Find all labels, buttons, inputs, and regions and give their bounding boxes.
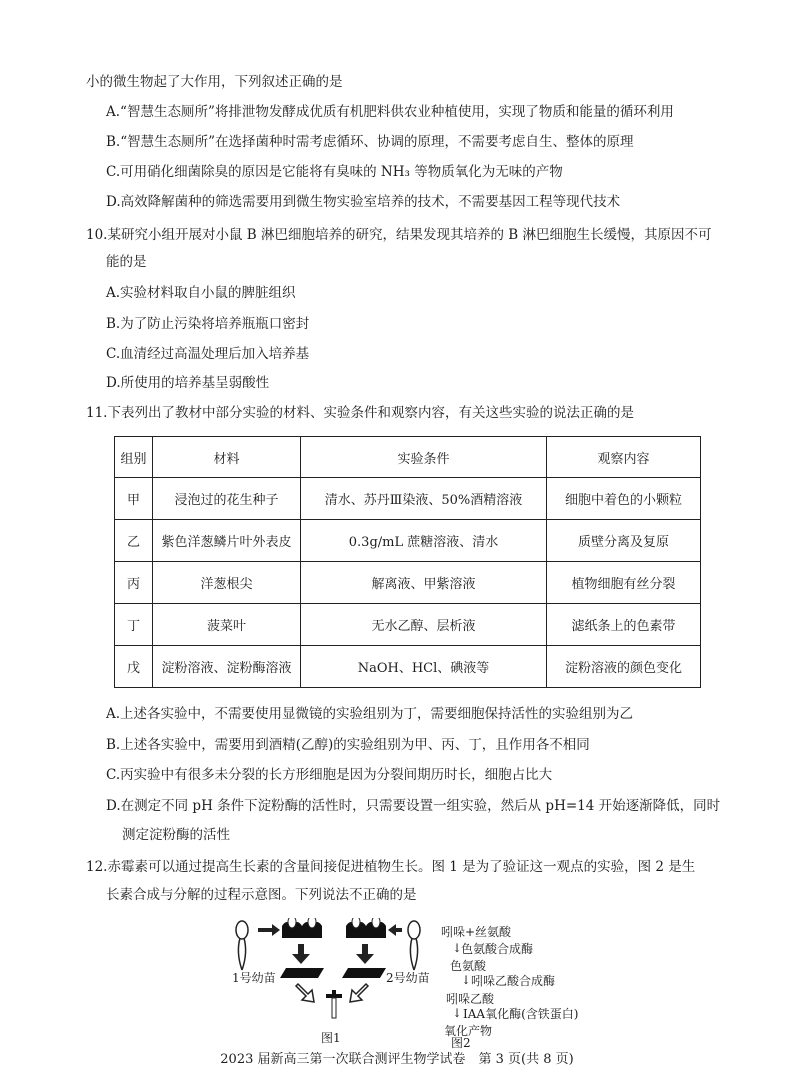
figure1-seedling2-label: 2号幼苗 — [386, 971, 430, 985]
q9-option-a: A.“智慧生态厕所”将排泄物发酵成优质有机肥料供农业种植使用，实现了物质和能量的循环利用 — [106, 104, 674, 120]
page-footer: 2023 届新高三第一次联合测评生物学试卷 第 3 页(共 8 页) — [220, 1052, 574, 1067]
table-cell: 无水乙醇、层析液 — [301, 604, 547, 646]
q10-option-a: A.实验材料取自小鼠的脾脏组织 — [106, 285, 296, 301]
q11-option-c: C.丙实验中有很多未分裂的长方形细胞是因为分裂间期历时长，细胞占比大 — [106, 767, 553, 783]
q9-option-c: C.可用硝化细菌除臭的原因是它能将有臭味的 NH₃ 等物质氧化为无味的产物 — [106, 164, 563, 180]
figure2-caption: 图2 — [451, 1036, 471, 1050]
q9-option-b: B.“智慧生态厕所”在选择菌种时需考虑循环、协调的原理，不需要考虑自生、整体的原理 — [106, 134, 634, 150]
q12-stem-line2: 长素合成与分解的过程示意图。下列说法不正确的是 — [106, 887, 417, 903]
pathway-enzyme: IAA氧化酶(含铁蛋白) — [463, 1007, 579, 1021]
table-cell: 甲 — [115, 478, 153, 520]
arrow-diagonal-icon — [296, 984, 314, 1002]
q10-stem-line2: 能的是 — [106, 254, 147, 270]
agar-block-icon — [346, 918, 386, 938]
table-cell: 0.3g/mL 蔗糖溶液、清水 — [301, 520, 547, 562]
table-cell: 淀粉溶液的颜色变化 — [547, 646, 701, 688]
table-cell: 滤纸条上的色素带 — [547, 604, 701, 646]
q12-stem-line1: 12.赤霉素可以通过提高生长素的含量间接促进植物生长。图 1 是为了验证这一观点的实验，图 2 是生 — [86, 859, 696, 875]
q10-stem-line1: 10.某研究小组开展对小鼠 B 淋巴细胞培养的研究，结果发现其培养的 B 淋巴细胞生长缓慢，其原因不可 — [86, 227, 712, 243]
table-cell: 乙 — [115, 520, 153, 562]
table-cell: 紫色洋葱鳞片叶外表皮 — [153, 520, 301, 562]
table-cell: 菠菜叶 — [153, 604, 301, 646]
experiment-table — [114, 436, 701, 688]
arrow-left-icon — [388, 924, 402, 936]
q10-option-d: D.所使用的培养基呈弱酸性 — [106, 375, 270, 391]
table-cell: 浸泡过的花生种子 — [153, 478, 301, 520]
arrow-down-icon — [292, 944, 310, 964]
table-cell: 解离液、甲紫溶液 — [301, 562, 547, 604]
q11-option-d-line1: D.在测定不同 pH 条件下淀粉酶的活性时，只需要设置一组实验，然后从 pH=14 开始逐渐降低，同时 — [106, 798, 721, 814]
table-header-row — [115, 437, 701, 478]
table-row — [115, 562, 701, 604]
agar-block-icon — [280, 968, 324, 978]
table-cell: 细胞中着色的小颗粒 — [547, 478, 701, 520]
table-cell: 淀粉溶液、淀粉酶溶液 — [153, 646, 301, 688]
q9-stem-tail: 小的微生物起了大作用，下列叙述正确的是 — [86, 74, 343, 90]
q10-option-c: C.血清经过高温处理后加入培养基 — [106, 346, 310, 362]
q11-stem: 11.下表列出了教材中部分实验的材料、实验条件和观察内容，有关这些实验的说法正确的是 — [86, 405, 634, 421]
q11-option-b: B.上述各实验中，需要用到酒精(乙醇)的实验组别为甲、丙、丁，且作用各不相同 — [106, 737, 590, 753]
pathway-arrow-icon: ↓ — [461, 973, 472, 987]
table-row — [115, 604, 701, 646]
table-header-cell: 材料 — [153, 437, 301, 478]
pathway-product: 氧化产物 — [444, 1024, 493, 1038]
table-header-cell: 实验条件 — [301, 437, 547, 478]
table-cell: 戊 — [115, 646, 153, 688]
pathway-arrow-icon: ↓ — [452, 941, 463, 955]
table-cell: 质壁分离及复原 — [547, 520, 701, 562]
figure1-caption: 图1 — [321, 1031, 341, 1045]
q10-option-b: B.为了防止污染将培养瓶瓶口密封 — [106, 316, 310, 332]
table-row — [115, 520, 701, 562]
pathway-enzyme: 色氨酸合成酶 — [461, 942, 534, 956]
pathway-arrow-icon: ↓ — [452, 1006, 463, 1020]
table-cell: 洋葱根尖 — [153, 562, 301, 604]
table-row — [115, 646, 701, 688]
q11-option-a: A.上述各实验中，不需要使用显微镜的实验组别为丁，需要细胞保持活性的实验组别为乙 — [106, 706, 634, 722]
pathway-enzyme: 吲哚乙酸合成酶 — [471, 974, 556, 988]
table-header-cell: 组别 — [115, 437, 153, 478]
arrow-right-icon — [258, 924, 280, 936]
figure1-seedling1-label: 1号幼苗 — [232, 971, 276, 985]
pathway-product: 吲哚乙酸 — [446, 992, 495, 1006]
seedling1-icon — [236, 921, 248, 970]
table-cell: 清水、苏丹Ⅲ染液、50%酒精溶液 — [301, 478, 547, 520]
pathway-product: 色氨酸 — [450, 959, 487, 973]
table-cell: 丙 — [115, 562, 153, 604]
q9-option-d: D.高效降解菌种的筛选需要用到微生物实验室培养的技术，不需要基因工程等现代技术 — [106, 194, 621, 210]
table-header-cell: 观察内容 — [547, 437, 701, 478]
table-cell: 丁 — [115, 604, 153, 646]
arrow-diagonal-icon — [350, 984, 368, 1002]
arrow-down-icon — [356, 944, 374, 964]
table-cell: 植物细胞有丝分裂 — [547, 562, 701, 604]
table-cell: NaOH、HCl、碘液等 — [301, 646, 547, 688]
seedling2-icon — [408, 921, 420, 970]
agar-block-icon — [282, 918, 322, 938]
agar-block-icon — [342, 968, 386, 978]
q11-option-d-line2: 测定淀粉酶的活性 — [122, 827, 230, 843]
seedling-result-icon — [326, 990, 342, 1018]
pathway-substrate: 吲哚+丝氨酸 — [441, 925, 512, 939]
table-row — [115, 478, 701, 520]
